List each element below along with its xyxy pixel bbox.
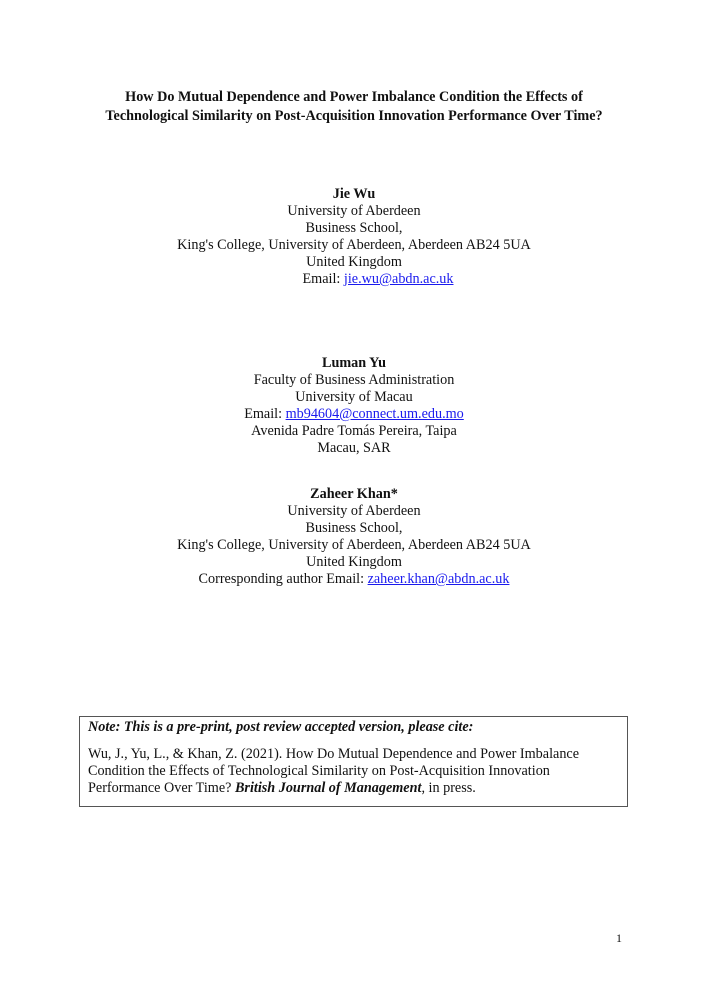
author-name: Jie Wu [332, 186, 376, 202]
title-line-2: Technological Similarity on Post-Acquisition Innovation Performance Over Time? [105, 108, 603, 124]
author-name: Zaheer Khan* [310, 486, 398, 502]
affiliation-line: United Kingdom [306, 554, 402, 570]
note-title: Note: This is a pre-print, post review accepted version, please cite: [88, 719, 474, 735]
email-label: Email: [302, 271, 344, 287]
affiliation-line: Business School, [305, 220, 403, 236]
email-link[interactable]: mb94604@connect.um.edu.mo [285, 406, 464, 422]
citation-line-3-end: , in press. [421, 780, 476, 796]
author-block-luman-yu [0, 355, 708, 457]
email-label: Email: [244, 406, 286, 422]
email-label: Corresponding author Email: [198, 571, 368, 587]
author-block-jie-wu [0, 186, 708, 288]
title-line-1: How Do Mutual Dependence and Power Imbalance Condition the Effects of [125, 89, 583, 105]
email-line [0, 406, 708, 423]
address-line: Avenida Padre Tomás Pereira, Taipa [251, 423, 457, 439]
citation-line-2: Condition the Effects of Technological Similarity on Post-Acquisition Innovation [88, 763, 550, 779]
page-number: 1 [616, 931, 622, 945]
affiliation-line: University of Aberdeen [287, 503, 421, 519]
affiliation-line: Business School, [305, 520, 403, 536]
email-line [0, 571, 708, 588]
affiliation-line: King's College, University of Aberdeen, Aberdeen AB24 5UA [177, 537, 531, 553]
address-line: Macau, SAR [317, 440, 391, 456]
paper-title [0, 88, 708, 126]
affiliation-line: University of Aberdeen [287, 203, 421, 219]
citation-line-3 [88, 780, 619, 797]
affiliation-line: University of Macau [295, 389, 413, 405]
author-block-zaheer-khan [0, 486, 708, 588]
citation-line-1: Wu, J., Yu, L., & Khan, Z. (2021). How Do Mutual Dependence and Power Imbalance [88, 746, 580, 762]
affiliation-line: United Kingdom [306, 254, 402, 270]
email-link[interactable]: zaheer.khan@abdn.ac.uk [367, 571, 510, 587]
citation-note-box [79, 716, 628, 807]
email-line [24, 271, 708, 288]
journal-name: British Journal of Management [234, 780, 422, 796]
author-name: Luman Yu [321, 355, 386, 371]
affiliation-line: Faculty of Business Administration [253, 372, 455, 388]
citation-line-3-start: Performance Over Time? [88, 780, 235, 796]
affiliation-line: King's College, University of Aberdeen, Aberdeen AB24 5UA [177, 237, 531, 253]
email-link[interactable]: jie.wu@abdn.ac.uk [343, 271, 454, 287]
